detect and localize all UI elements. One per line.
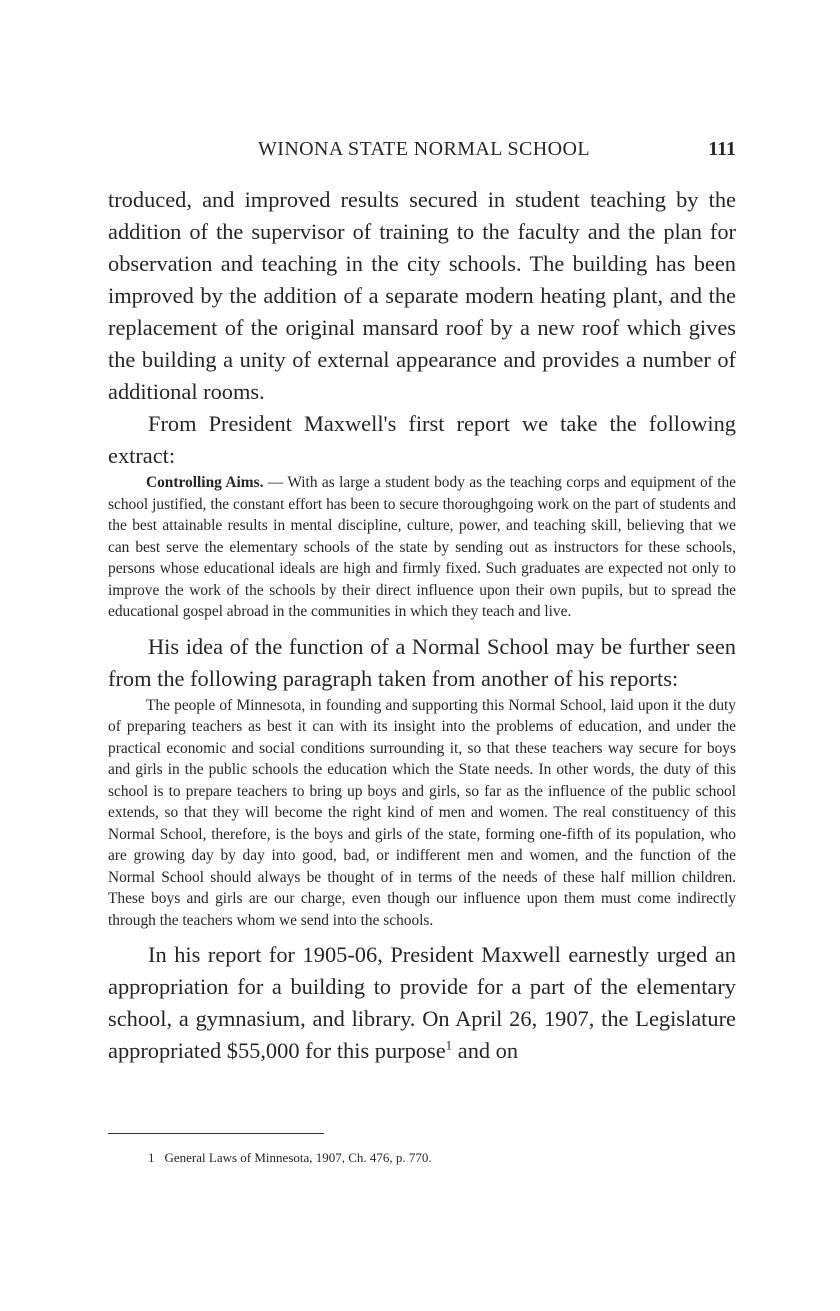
page-number: 111 bbox=[708, 138, 736, 160]
quote-lead: Controlling Aims. bbox=[146, 474, 264, 491]
footnote-marker: 1 bbox=[148, 1150, 155, 1165]
paragraph-4-text: In his report for 1905-06, President Maxwell earnestly urged an appropriation for a building to provide for a part of the elementary school, a gymnasium, and library. On April 26, 1907, the Legislature appropriated $55,000 for this purpose bbox=[108, 942, 736, 1063]
page-header bbox=[108, 138, 740, 168]
running-title: WINONA STATE NORMAL SCHOOL bbox=[258, 138, 590, 160]
paragraph-2: From President Maxwell's first report we take the following extract: bbox=[108, 411, 736, 468]
block-quote-1 bbox=[108, 472, 736, 623]
quote-1-text: — With as large a student body as the teaching corps and equipment of the school justified, the constant effort has been to secure thoroughgoing work on the part of students and the best attainable results in mental discipline, culture, power, and teaching skill, believing that we can best serve the elementary schools of the state by sending out as instructors for these schools, persons whose educational ideals are high and firmly fixed. Such graduates are expected not only to improve the work of the schools by their direct influence upon their own pupils, but to spread the educational gospel abroad in the communities in which they teach and live. bbox=[108, 474, 737, 620]
paragraph-3: His idea of the function of a Normal School may be further seen from the following paragraph taken from another of his reports: bbox=[108, 633, 736, 691]
footnote-text: General Laws of Minnesota, 1907, Ch. 476, p. 770. bbox=[164, 1150, 432, 1165]
footnote bbox=[148, 1150, 442, 1166]
paragraph-1: troduced, and improved results secured in student teaching by the addition of the supervisor of training to the faculty and the plan for observation and teaching in the city schools. The building has been improved by the addition of a separate modern heating plant, and the replacement of the original mansard roof by a new roof which gives the building a unity of external appearance and provides a number of additional rooms. bbox=[108, 187, 736, 404]
body-text bbox=[108, 184, 736, 1067]
paragraph-4 bbox=[108, 939, 736, 1067]
paragraph-4-end: and on bbox=[452, 1038, 519, 1063]
footnote-reference: 1 bbox=[445, 1037, 453, 1053]
footnote-rule bbox=[108, 1133, 324, 1134]
block-quote-2: The people of Minnesota, in founding and supporting this Normal School, laid upon it the duty of preparing teachers as best it can with its insight into the problems of education, and under the practical economic and social conditions surrounding it, so that these teachers way secure for boys and girls in the public schools the education which the State needs. In other words, the duty of this school is to prepare teachers to bring up boys and girls, so far as the influence of the public school extends, so that they will become the right kind of men and women. The real constituency of this Normal School, therefore, is the boys and girls of the state, forming one-fifth of its population, who are growing day by day into good, bad, or indifferent men and women, and the function of the Normal School should always be thought of in terms of the needs of these half million children. These boys and girls are our charge, even though our influence upon them must come indirectly through the teachers whom we send into the schools. bbox=[108, 696, 736, 929]
